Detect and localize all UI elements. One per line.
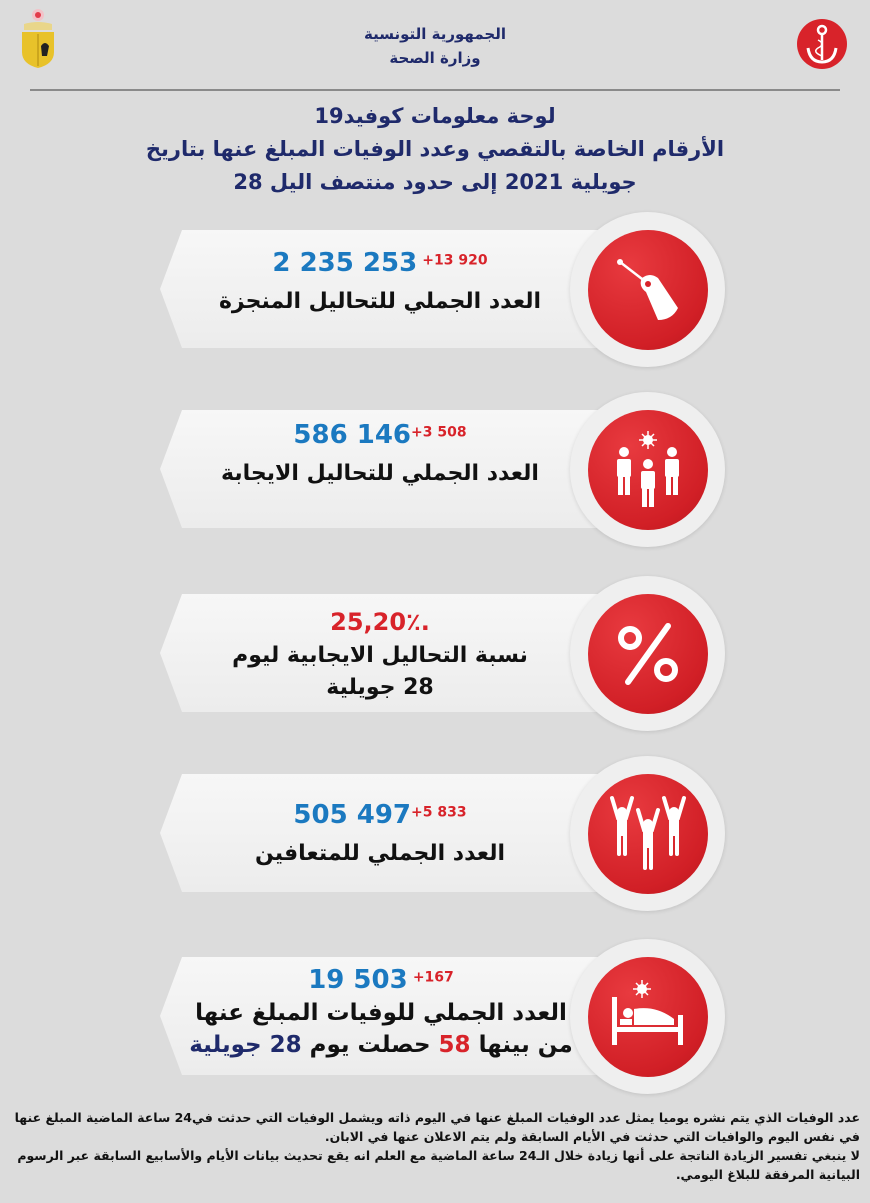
card-text [180, 248, 580, 318]
footnote [10, 1108, 860, 1184]
card-positivity-rate [160, 582, 730, 722]
deaths-prefix: من بينها [470, 1032, 573, 1058]
page-title [0, 100, 870, 199]
stat-label-line-1: نسبة التحاليل الايجابية ليوم [232, 643, 528, 668]
icon-circle [588, 230, 708, 350]
stat-value: 505 497 [293, 800, 412, 830]
card-text [180, 800, 580, 870]
card-total-tests [160, 218, 730, 358]
recovered-people-icon [606, 792, 690, 876]
stat-label: العدد الجملي للمتعافين [254, 841, 505, 866]
icon-circle [588, 594, 708, 714]
patient-bed-icon [606, 975, 690, 1059]
stat-delta: +13 920 [422, 252, 488, 269]
stat-value: 2 235 253 [272, 248, 418, 278]
stat-delta: +3 508 [411, 424, 467, 441]
deaths-mid: حصلت يوم [301, 1032, 439, 1058]
deaths-today-count: 58 [438, 1032, 471, 1058]
icon-circle [588, 774, 708, 894]
stat-row [180, 608, 580, 636]
icon-circle [588, 410, 708, 530]
footnote-paragraph-2: لا ينبغي تفسير الزيادة الناتجة على أنها زيادة خلال الـ24 ساعة الماضية مع العلم انه يقع تحديث بيانات الأيام والأسابيع السابقة عبر الرسوم البيانية المرفقة للبلاغ اليومي. [17, 1148, 860, 1182]
card-total-deaths [160, 945, 730, 1085]
card-text [180, 420, 580, 490]
deaths-date: 28 جويلية [189, 1032, 302, 1058]
percent-icon [606, 612, 690, 696]
stat-value: 25,20٪. [330, 608, 430, 636]
stat-delta: +167 [412, 969, 454, 986]
title-line-2: الأرقام الخاصة بالتقصي وعدد الوفيات المبلغ عنها بتاريخ [145, 137, 725, 161]
stat-label-line-2: 28 جويلية [326, 675, 434, 700]
header [0, 0, 870, 95]
stat-label-line-2 [175, 1029, 587, 1061]
swab-test-icon [606, 248, 690, 332]
stat-label-line-1: العدد الجملي للوفيات المبلغ عنها [195, 1000, 567, 1026]
republic-label: الجمهورية التونسية [364, 25, 506, 43]
stat-label [175, 997, 587, 1061]
stat-label: العدد الجملي للتحاليل الايجابة [221, 461, 539, 486]
stat-value: 586 146 [293, 420, 412, 450]
stat-label: العدد الجملي للتحاليل المنجزة [218, 289, 542, 314]
title-line-3: 28 جويلية 2021 إلى حدود منتصف اليل [233, 170, 637, 194]
card-total-positive [160, 398, 730, 538]
ministry-label: وزارة الصحة [389, 49, 481, 67]
header-divider [30, 89, 840, 91]
stat-delta: +5 833 [411, 804, 467, 821]
footnote-paragraph-1: عدد الوفيات الذي يتم نشره يوميا يمثل عدد الوفيات المبلغ عنها في اليوم ذاته ويشمل الوفيات التي حدثت في24 ساعة الماضية المبلغ عنها في نفس اليوم والوافيات التي حدثت في الأيام السابقة ولم يتم الاعلان عنها في الابان. [14, 1110, 860, 1144]
card-text [175, 965, 587, 1061]
people-virus-icon [606, 428, 690, 512]
stat-value: 19 503 [308, 965, 408, 995]
stat-row [175, 965, 587, 995]
header-title [0, 22, 870, 70]
stat-label [180, 640, 580, 704]
card-total-recovered [160, 762, 730, 902]
stat-row [180, 248, 580, 278]
stat-row [180, 800, 580, 830]
card-text [180, 608, 580, 704]
icon-circle [588, 957, 708, 1077]
stat-row [180, 420, 580, 450]
title-line-1: لوحة معلومات كوفيد19 [314, 104, 556, 128]
